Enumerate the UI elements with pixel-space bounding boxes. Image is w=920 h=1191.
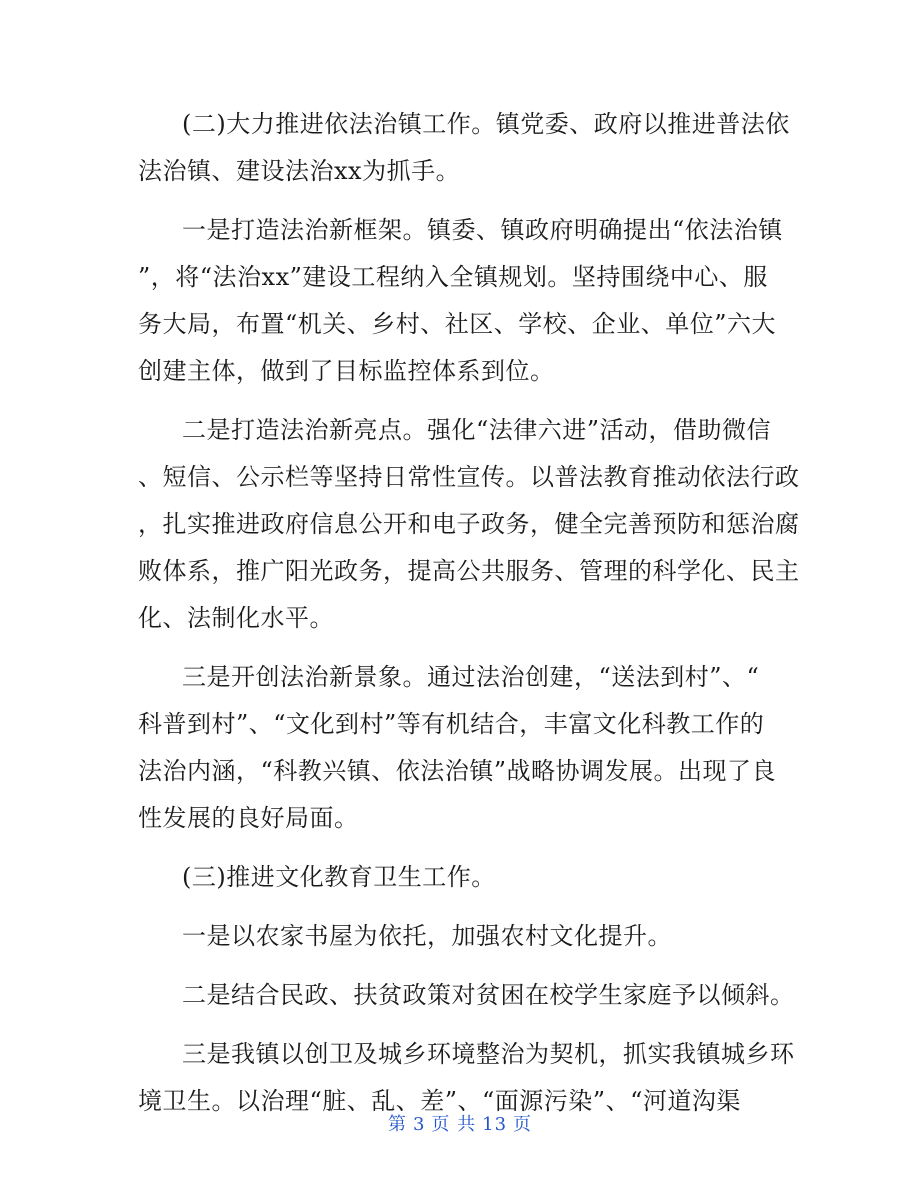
- text-line: 三是开创法治新景象。通过法治创建，“送法到村”、“: [182, 663, 760, 691]
- text-line: 法治镇、建设法治xx为抓手。: [138, 157, 461, 185]
- paragraph: [138, 407, 800, 642]
- text-line: 一是打造法治新框架。镇委、镇政府明确提出“依法治镇: [182, 216, 783, 244]
- footer-middle: 页 共: [431, 1114, 477, 1135]
- text-line: 境卫生。以治理“脏、乱、差”、“面源污染”、“河道沟渠: [138, 1087, 741, 1115]
- current-page-number: 3: [412, 1114, 426, 1135]
- text-line: 创建主体，做到了目标监控体系到位。: [138, 357, 555, 385]
- text-line: 法治内涵，“科教兴镇、依法治镇”战略协调发展。出现了良: [138, 757, 777, 785]
- text-line: (三)推进文化教育卫生工作。: [182, 863, 496, 891]
- page-footer: [0, 1110, 920, 1136]
- text-line: ”，将“法治xx”建设工程纳入全镇规划。坚持围绕中心、服: [138, 263, 768, 291]
- footer-prefix: 第: [387, 1114, 407, 1135]
- text-line: 务大局，布置“机关、乡村、社区、学校、企业、单位”六大: [138, 310, 777, 338]
- document-body: [138, 101, 800, 1125]
- text-line: 一是以农家书屋为依托，加强农村文化提升。: [182, 922, 672, 950]
- paragraph: [138, 854, 793, 901]
- footer-suffix: 页: [513, 1114, 533, 1135]
- text-line: 化、法制化水平。: [138, 604, 334, 632]
- text-line: ，扎实推进政府信息公开和电子政务，健全完善预防和惩治腐: [138, 510, 800, 538]
- paragraph: [138, 972, 793, 1019]
- text-line: 性发展的良好局面。: [138, 804, 359, 832]
- text-line: 二是打造法治新亮点。强化“法律六进”活动，借助微信: [182, 416, 772, 444]
- text-line: (二)大力推进依法治镇工作。镇党委、政府以推进普法依: [182, 110, 790, 138]
- text-line: 科普到村”、“文化到村”等有机结合，丰富文化科教工作的: [138, 710, 765, 738]
- paragraph: [138, 654, 793, 842]
- text-line: 三是我镇以创卫及城乡环境整治为契机，抓实我镇城乡环: [182, 1040, 795, 1068]
- text-line: 二是结合民政、扶贫政策对贫困在校学生家庭予以倾斜。: [182, 981, 795, 1009]
- text-line: 、短信、公示栏等坚持日常性宣传。以普法教育推动依法行政: [138, 463, 800, 491]
- paragraph: [138, 101, 793, 195]
- total-pages-number: 13: [482, 1114, 508, 1135]
- paragraph: [138, 913, 793, 960]
- paragraph: [138, 207, 793, 395]
- text-line: 败体系，推广阳光政务，提高公共服务、管理的科学化、民主: [138, 557, 800, 585]
